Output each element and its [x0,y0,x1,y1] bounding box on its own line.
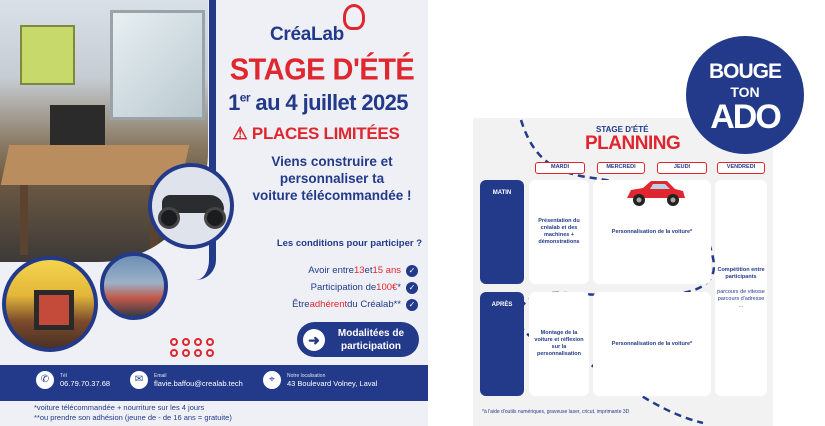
cell-vendredi: Compétition entre participants parcours de vitesse parcours d'adresse ... [715,180,767,396]
lab-room-photo [100,252,168,320]
contact-phone[interactable]: ✆ Tél 06.79.70.37.68 [36,371,110,389]
crealab-logo [270,24,344,46]
bouge-ton-ado-logo: BOUGE TON ADO [686,36,804,154]
conditions-title: Les conditions pour participer ? [276,238,422,249]
condition-fee: Participation de 100€ * ✓ [232,279,418,296]
participation-button[interactable]: ➜ Modalitées de participation [297,322,419,357]
cell-matin-mardi: Présentation du créalab et des machines + démonstrations [529,180,589,284]
warning-icon: ⚠ [232,124,248,143]
planning-subtitle: STAGE D'ÉTÉ [596,125,649,134]
condition-age: Avoir entre 13 et 15 ans ✓ [232,262,418,279]
conditions-list [232,262,418,313]
arrow-right-icon: ➜ [303,329,325,351]
footnotes: *voiture télécommandée + nourriture sur les 4 jours **ou prendre son adhésion (jeune de - de 16 ans = gratuite) [34,403,232,422]
planning-footnote: *à l'aide d'outils numériques, graveuse laser, cricut, imprimante 3D [482,409,630,415]
rc-car-photo [148,163,234,249]
planning-card [473,118,773,426]
contact-email[interactable]: ✉ Email flavie.baffou@crealab.tech [130,371,243,389]
mail-icon: ✉ [130,371,148,389]
red-car-icon [623,178,687,208]
lightbulb-icon [343,4,365,30]
check-icon: ✓ [406,299,418,311]
contact-location[interactable]: ⌖ Notre localisation 43 Boulevard Volney, Laval [263,371,377,389]
check-icon: ✓ [406,282,418,294]
row-apres: APRÈS [480,292,524,396]
check-icon: ✓ [406,265,418,277]
day-mercredi: MERCREDI [597,162,645,174]
location-icon: ⌖ [263,371,281,389]
condition-member: Être adhérent du Créalab** ✓ [232,296,418,313]
row-matin: MATIN [480,180,524,284]
phone-icon: ✆ [36,371,54,389]
limited-places-label: ⚠ PLACES LIMITÉES [232,124,400,143]
day-vendredi: VENDREDI [717,162,765,174]
stage-dates: 1er au 4 juillet 2025 [228,90,408,115]
decorative-dots [170,338,214,357]
stage-title: STAGE D'ÉTÉ [229,53,415,87]
planning-title: PLANNING [585,133,681,154]
day-mardi: MARDI [535,162,585,174]
pitch-text: Viens construire et personnaliser ta voiture télécommandée ! [252,154,412,203]
cell-apres-mardi: Montage de la voiture et réflexion sur la personnalisation [529,292,589,396]
3d-printer-photo [2,256,98,352]
cell-apres-merc-jeudi: Personnalisation de la voiture* [593,292,711,396]
cell-matin-merc-jeudi: Personnalisation de la voiture* [593,180,711,284]
contact-bar [0,365,428,401]
logo-text: CréaLab [270,24,344,45]
day-jeudi: JEUDI [657,162,707,174]
